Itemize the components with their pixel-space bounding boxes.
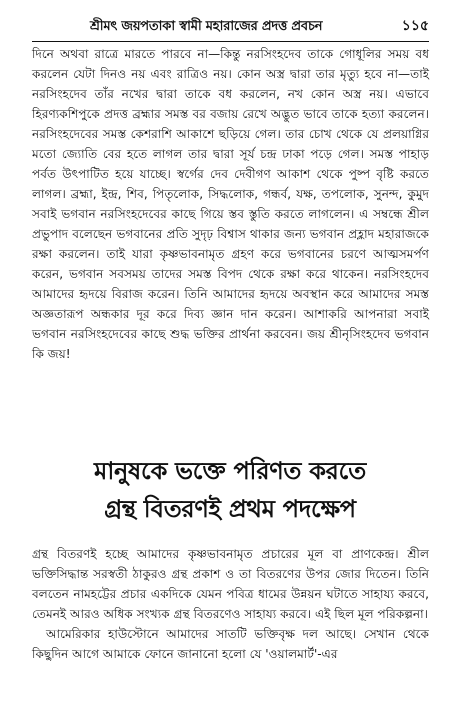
section2-text: [32, 544, 429, 664]
running-header: [32, 14, 429, 42]
section-heading-line2: গ্রন্থ বিতরণই প্রথম পদক্ষেপ: [104, 495, 356, 523]
paragraph: গ্রন্থ বিতরণই হচ্ছে আমাদের কৃষ্ণভাবনামৃত প্রচারের মূল বা প্রাণকেন্দ্র। শ্রীল ভক্তিসিদ্ধান্ত সরস্বতী ঠাকুরও গ্রন্থ প্রকাশ ও তা বিতরণের উপর জোর দিতেন। তিনি বলতেন নামহট্টের প্রচার একদিকে যেমন পবিত্র ধামের উন্নয়ন ঘটাতে সাহায্য করবে, তেমনই আরও অধিক সংখ্যক গ্রন্থ বিতরণেও সাহায্য করবে। এই ছিল মূল পরিকল্পনা।: [32, 547, 429, 621]
section-heading: [30, 452, 430, 528]
section1-text: [32, 44, 429, 364]
page-number: ১১৫: [401, 18, 429, 34]
running-header-title: শ্রীমৎ জয়পতাকা স্বামী মহারাজের প্রদত্ত প্রবচন: [90, 19, 323, 34]
paragraph: দিনে অথবা রাত্রে মারতে পারবে না—কিন্তু নরসিংহদেব তাকে গোধূলির সময় বধ করলেন যেটা দিনও নয় এবং রাত্রিও নয়। কোন অস্ত্র দ্বারা তার মৃত্যু হবে না—তাই নরসিংহদেব তাঁর নখের দ্বারা তাকে বধ করলেন, নখ কোন অস্ত্র নয়। এভাবে হিরণ্যকশিপুকে প্রদত্ত ব্রহ্মার সমস্ত বর বজায় রেখে অদ্ভুত ভাবে তাকে হত্যা করলেন। নরসিংহদেবের সমস্ত কেশরাশি আকাশে ছড়িয়ে গেল। তার চোখ থেকে যে প্রলয়াগ্নির মতো জ্যোতি বের হতে লাগল তার দ্বারা সূর্য চন্দ্র ঢাকা পড়ে গেল। সমস্ত পাহাড় পর্বত উৎপাটিত হয়ে যাচ্ছে। স্বর্গের দেব দেবীগণ আকাশ থেকে পুষ্প বৃষ্টি করতে লাগল। ব্রহ্মা, ইন্দ্র, শিব, পিতৃলোক, সিদ্ধলোক, গন্ধর্ব, যক্ষ, তপলোক, সুনন্দ, কুমুদ সবাই ভগবান নরসিংহদেবের কাছে গিয়ে স্তব স্তুতি করতে লাগলেন। এ সম্বন্ধে শ্রীল প্রভুপাদ বলেছেন ভগবানের প্রতি সুদৃঢ় বিশ্বাস থাকার জন্য ভগবান প্রহ্লাদ মহারাজকে রক্ষা করলেন। তাই যারা কৃষ্ণভাবনামৃত গ্রহণ করে ভগবানের চরণে আত্মসমর্পণ করেন, ভগবান সবসময় তাদের সমস্ত বিপদ থেকে রক্ষা করে থাকেন। নরসিংহদেব আমাদের হৃদয়ে বিরাজ করেন। তিনি আমাদের হৃদয়ে অবস্থান করে আমাদের সমস্ত অজ্ঞতারূপ অন্ধকার দূর করে দিব্য জ্ঞান দান করেন। আশাকরি আপনারা সবাই ভগবান নরসিংহদেবের কাছে শুদ্ধ ভক্তির প্রার্থনা করবেন। জয় শ্রীনৃসিংহদেব ভগবান কি জয়!: [32, 47, 429, 361]
section-heading-line1: মানুষকে ভক্তে পরিণত করতে: [94, 457, 366, 485]
paragraph: আমেরিকার হাউস্টোনে আমাদের সাতটি ভক্তিবৃক্ষ দল আছে। সেখান থেকে কিছুদিন আগে আমাকে ফোনে জানানো হলো যে 'ওয়ালমার্ট'-এর: [32, 627, 429, 661]
